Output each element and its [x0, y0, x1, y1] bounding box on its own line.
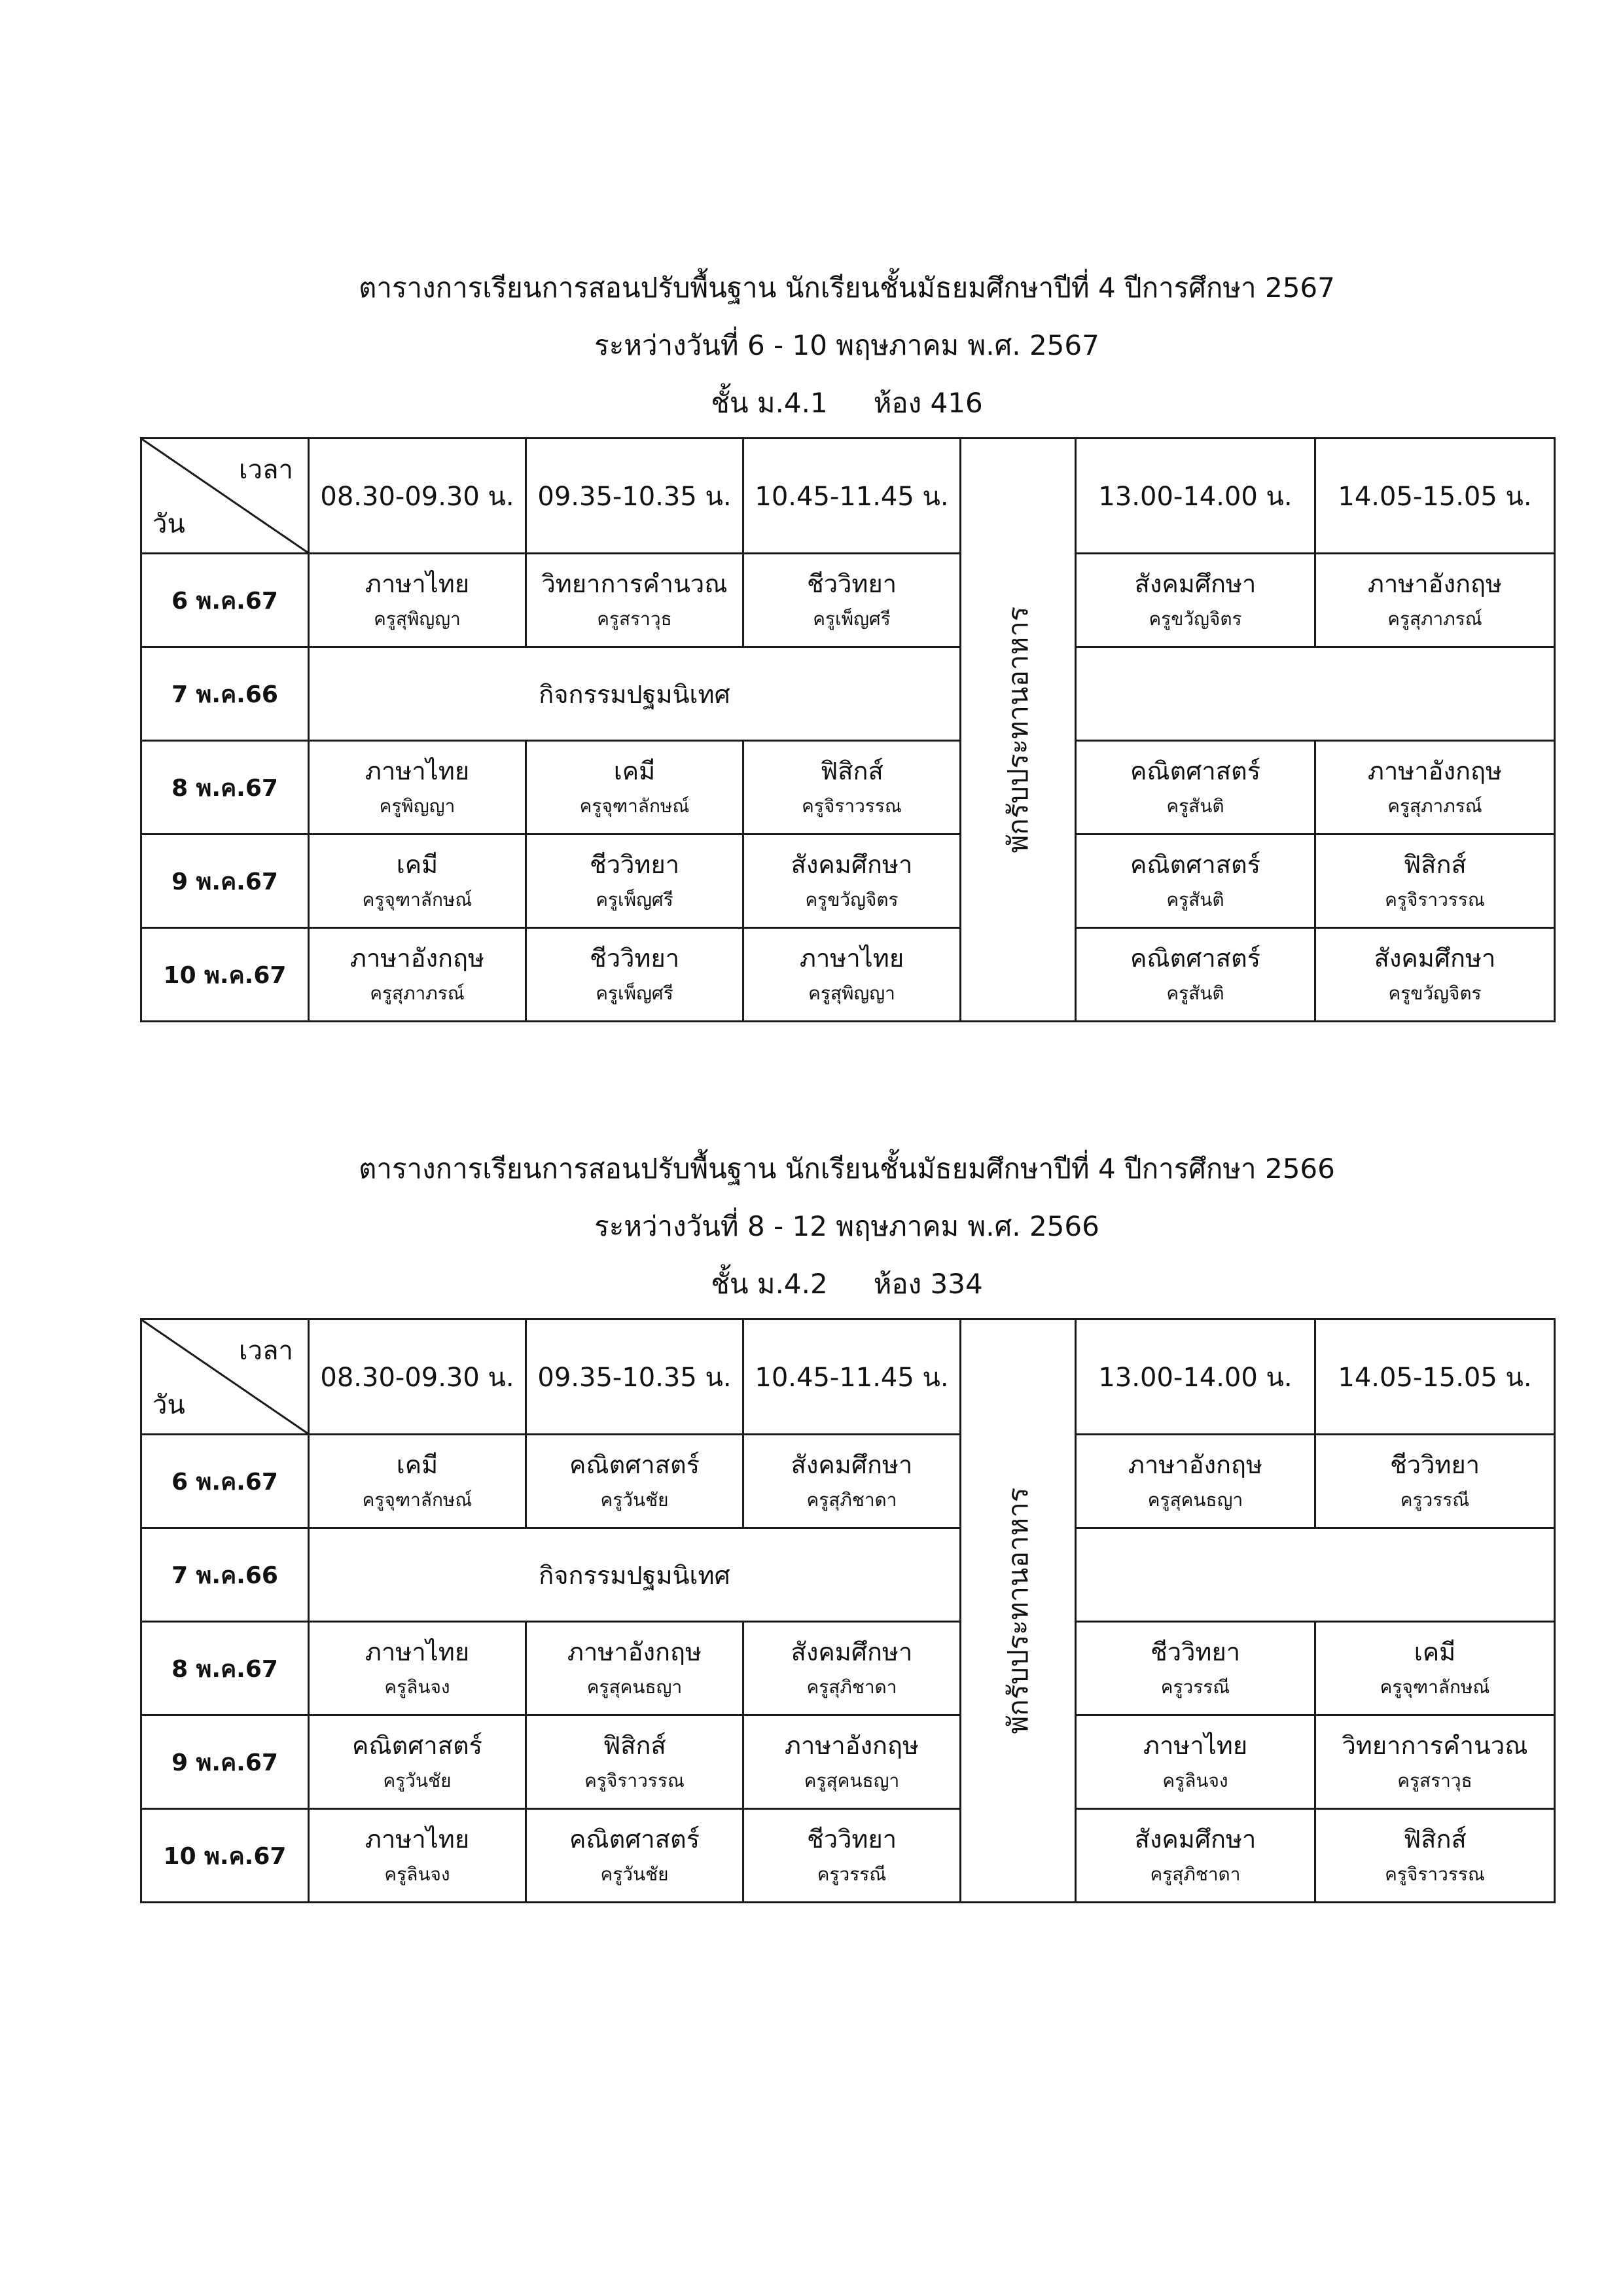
- subject: ภาษาไทย: [799, 944, 904, 973]
- class-cell: [1076, 928, 1315, 1022]
- subject: ภาษาอังกฤษ: [349, 944, 485, 973]
- teacher: ครูขวัญจิตร: [805, 889, 899, 910]
- time-header: 08.30-09.30 น.: [309, 439, 526, 554]
- teacher: ครูลินจง: [384, 1863, 450, 1885]
- day-row: [141, 928, 1555, 1022]
- timetable: [140, 1318, 1556, 1903]
- day-label: 8 พ.ค.67: [141, 1622, 309, 1715]
- teacher: ครูวันชัย: [383, 1770, 452, 1791]
- teacher: ครูลินจง: [384, 1676, 450, 1698]
- teacher: ครูสุพิญญา: [374, 608, 461, 630]
- class-cell: [743, 741, 961, 834]
- class-cell: [1315, 1809, 1555, 1903]
- class-cell: [743, 554, 961, 647]
- teacher: ครูสันติ: [1166, 889, 1224, 910]
- class-cell: [526, 1622, 743, 1715]
- class-cell: [743, 1715, 961, 1809]
- day-row: [141, 1715, 1555, 1809]
- teacher: ครูสราวุธ: [1397, 1770, 1472, 1791]
- class-cell: [526, 1435, 743, 1528]
- teacher: ครูจิราวรรณ: [802, 795, 902, 817]
- schedule-1: [140, 259, 1554, 1022]
- class-cell: [309, 554, 526, 647]
- teacher: ครูจุฑาลักษณ์: [362, 889, 473, 910]
- day-label: 6 พ.ค.67: [141, 1435, 309, 1528]
- subject: คณิตศาสตร์: [1130, 850, 1261, 879]
- teacher: ครูสันติ: [1166, 795, 1224, 817]
- lunch-break-label: พักรับประทานอาหาร: [1001, 1487, 1034, 1734]
- subject: สังคมศึกษา: [1134, 569, 1257, 598]
- class-room-line: [140, 1255, 1554, 1313]
- activity-row: [141, 1528, 1555, 1622]
- class-cell: [743, 928, 961, 1022]
- teacher: ครูวรรณี: [817, 1863, 887, 1885]
- class-cell: [309, 1715, 526, 1809]
- teacher: ครูวันชัย: [600, 1489, 669, 1511]
- class-cell: [743, 1809, 961, 1903]
- class-cell: [526, 741, 743, 834]
- subject: คณิตศาสตร์: [351, 1731, 483, 1760]
- corner-day-label: วัน: [152, 509, 185, 539]
- subject: ภาษาอังกฤษ: [1128, 1450, 1263, 1479]
- class-cell: [1076, 1809, 1315, 1903]
- teacher: ครูสุภาภรณ์: [370, 982, 465, 1004]
- class-cell: [1076, 554, 1315, 647]
- schedule-2: [140, 1140, 1554, 1903]
- empty-cell: [1076, 1528, 1555, 1622]
- subject: ชีววิทยา: [589, 944, 680, 973]
- teacher: ครูจิราวรรณ: [1385, 889, 1485, 910]
- empty-cell: [1076, 647, 1555, 741]
- subject: สังคมศึกษา: [791, 1638, 913, 1666]
- subject: ชีววิทยา: [806, 569, 897, 598]
- schedule-period: ระหว่างวันที่ 8 - 12 พฤษภาคม พ.ศ. 2566: [594, 1210, 1099, 1242]
- day-row: [141, 1435, 1555, 1528]
- day-label: 6 พ.ค.67: [141, 554, 309, 647]
- class-cell: [1315, 741, 1555, 834]
- class-cell: [1315, 928, 1555, 1022]
- corner-cell: [141, 439, 309, 554]
- subject: สังคมศึกษา: [1134, 1825, 1257, 1854]
- class-label: ชั้น ม.4.1: [711, 387, 828, 419]
- teacher: ครูวรรณี: [1400, 1489, 1470, 1511]
- teacher: ครูสุภาภรณ์: [1387, 608, 1482, 630]
- subject: ฟิสิกส์: [1403, 1825, 1467, 1854]
- teacher: ครูสุพิญญา: [808, 982, 895, 1004]
- class-cell: [526, 554, 743, 647]
- class-cell: [1076, 834, 1315, 928]
- corner-cell: [141, 1319, 309, 1435]
- subject: คณิตศาสตร์: [569, 1825, 700, 1854]
- schedule-title: ตารางการเรียนการสอนปรับพื้นฐาน นักเรียนชั้นมัธยมศึกษาปีที่ 4 ปีการศึกษา 2566: [359, 1153, 1335, 1185]
- subject: เคมี: [396, 1450, 438, 1479]
- class-cell: [743, 1435, 961, 1528]
- activity-row: [141, 647, 1555, 741]
- teacher: ครูสุภาภรณ์: [1387, 795, 1482, 817]
- class-cell: [309, 1809, 526, 1903]
- teacher: ครูสุภิชาดา: [806, 1489, 897, 1511]
- class-cell: [309, 834, 526, 928]
- time-header: 09.35-10.35 น.: [526, 1319, 743, 1435]
- class-cell: [526, 1715, 743, 1809]
- room-label: ห้อง 416: [873, 387, 983, 419]
- subject: ภาษาไทย: [365, 569, 470, 598]
- day-row: [141, 1622, 1555, 1715]
- class-cell: [526, 928, 743, 1022]
- class-cell: [1315, 554, 1555, 647]
- day-label: 7 พ.ค.66: [141, 647, 309, 741]
- subject: เคมี: [1414, 1638, 1456, 1666]
- teacher: ครูสุภิชาดา: [1150, 1863, 1241, 1885]
- time-header: 09.35-10.35 น.: [526, 439, 743, 554]
- day-label: 8 พ.ค.67: [141, 741, 309, 834]
- class-cell: [1076, 1622, 1315, 1715]
- subject: สังคมศึกษา: [791, 1450, 913, 1479]
- subject: วิทยาการคำนวณ: [1342, 1731, 1528, 1760]
- teacher: ครูวันชัย: [600, 1863, 669, 1885]
- class-cell: [743, 834, 961, 928]
- teacher: ครูสราวุธ: [597, 608, 672, 630]
- time-header: 08.30-09.30 น.: [309, 1319, 526, 1435]
- corner-time-label: เวลา: [238, 455, 293, 485]
- class-cell: [1076, 741, 1315, 834]
- teacher: ครูขวัญจิตร: [1149, 608, 1242, 630]
- subject: ชีววิทยา: [589, 850, 680, 879]
- class-cell: [1315, 834, 1555, 928]
- day-label: 9 พ.ค.67: [141, 834, 309, 928]
- header-row: [141, 439, 1555, 554]
- class-cell: [1076, 1715, 1315, 1809]
- subject: เคมี: [613, 757, 656, 785]
- room-label: ห้อง 334: [873, 1268, 983, 1300]
- teacher: ครูจิราวรรณ: [1385, 1863, 1485, 1885]
- teacher: ครูลินจง: [1162, 1770, 1228, 1791]
- class-cell: [743, 1622, 961, 1715]
- time-header: 14.05-15.05 น.: [1315, 1319, 1555, 1435]
- schedule-period: ระหว่างวันที่ 6 - 10 พฤษภาคม พ.ศ. 2567: [594, 329, 1099, 361]
- subject: ภาษาอังกฤษ: [567, 1638, 702, 1666]
- activity-cell: กิจกรรมปฐมนิเทศ: [309, 647, 961, 741]
- teacher: ครูเพ็ญศรี: [596, 982, 673, 1004]
- teacher: ครูจุฑาลักษณ์: [579, 795, 690, 817]
- day-label: 9 พ.ค.67: [141, 1715, 309, 1809]
- subject: สังคมศึกษา: [1374, 944, 1496, 973]
- lunch-column: [961, 1319, 1076, 1903]
- class-label: ชั้น ม.4.2: [711, 1268, 828, 1300]
- teacher: ครูจุฑาลักษณ์: [1380, 1676, 1490, 1698]
- class-cell: [526, 834, 743, 928]
- teacher: ครูสุคนธญา: [1147, 1489, 1243, 1511]
- subject: ภาษาไทย: [365, 1825, 470, 1854]
- schedule-title: ตารางการเรียนการสอนปรับพื้นฐาน นักเรียนชั้นมัธยมศึกษาปีที่ 4 ปีการศึกษา 2567: [359, 272, 1335, 304]
- teacher: ครูขวัญจิตร: [1388, 982, 1482, 1004]
- subject: ฟิสิกส์: [603, 1731, 666, 1760]
- teacher: ครูสันติ: [1166, 982, 1224, 1004]
- subject: ภาษาอังกฤษ: [784, 1731, 919, 1760]
- subject: วิทยาการคำนวณ: [541, 569, 728, 598]
- day-row: [141, 834, 1555, 928]
- corner-time-label: เวลา: [238, 1336, 293, 1366]
- time-header: 10.45-11.45 น.: [743, 439, 961, 554]
- subject: คณิตศาสตร์: [569, 1450, 700, 1479]
- class-cell: [526, 1809, 743, 1903]
- subject: ภาษาไทย: [365, 757, 470, 785]
- time-header: 13.00-14.00 น.: [1076, 439, 1315, 554]
- class-cell: [1315, 1622, 1555, 1715]
- class-cell: [309, 1622, 526, 1715]
- subject: คณิตศาสตร์: [1130, 944, 1261, 973]
- class-room-line: [140, 374, 1554, 432]
- teacher: ครูจุฑาลักษณ์: [362, 1489, 473, 1511]
- day-row: [141, 1809, 1555, 1903]
- subject: ชีววิทยา: [1389, 1450, 1480, 1479]
- teacher: ครูวรรณี: [1160, 1676, 1230, 1698]
- time-header: 14.05-15.05 น.: [1315, 439, 1555, 554]
- lunch-column: [961, 439, 1076, 1022]
- subject: ฟิสิกส์: [1403, 850, 1467, 879]
- subject: ภาษาอังกฤษ: [1367, 757, 1503, 785]
- teacher: ครูเพ็ญศรี: [596, 889, 673, 910]
- class-cell: [309, 1435, 526, 1528]
- day-label: 10 พ.ค.67: [141, 1809, 309, 1903]
- activity-cell: กิจกรรมปฐมนิเทศ: [309, 1528, 961, 1622]
- subject: ชีววิทยา: [1150, 1638, 1241, 1666]
- lunch-break-label: พักรับประทานอาหาร: [1001, 606, 1034, 853]
- teacher: ครูสุคนธญา: [804, 1770, 900, 1791]
- class-cell: [1315, 1715, 1555, 1809]
- class-cell: [309, 741, 526, 834]
- teacher: ครูพิญญา: [379, 795, 455, 817]
- corner-day-label: วัน: [152, 1390, 185, 1420]
- subject: คณิตศาสตร์: [1130, 757, 1261, 785]
- time-header: 13.00-14.00 น.: [1076, 1319, 1315, 1435]
- teacher: ครูสุภิชาดา: [806, 1676, 897, 1698]
- day-row: [141, 554, 1555, 647]
- timetable: [140, 437, 1556, 1022]
- subject: ภาษาไทย: [1143, 1731, 1248, 1760]
- subject: ภาษาอังกฤษ: [1367, 569, 1503, 598]
- teacher: ครูสุคนธญา: [586, 1676, 683, 1698]
- class-cell: [309, 928, 526, 1022]
- class-cell: [1076, 1435, 1315, 1528]
- day-label: 7 พ.ค.66: [141, 1528, 309, 1622]
- subject: เคมี: [396, 850, 438, 879]
- day-row: [141, 741, 1555, 834]
- header-row: [141, 1319, 1555, 1435]
- teacher: ครูจิราวรรณ: [584, 1770, 685, 1791]
- subject: ชีววิทยา: [806, 1825, 897, 1854]
- time-header: 10.45-11.45 น.: [743, 1319, 961, 1435]
- day-label: 10 พ.ค.67: [141, 928, 309, 1022]
- teacher: ครูเพ็ญศรี: [813, 608, 891, 630]
- subject: ภาษาไทย: [365, 1638, 470, 1666]
- subject: ฟิสิกส์: [820, 757, 883, 785]
- subject: สังคมศึกษา: [791, 850, 913, 879]
- class-cell: [1315, 1435, 1555, 1528]
